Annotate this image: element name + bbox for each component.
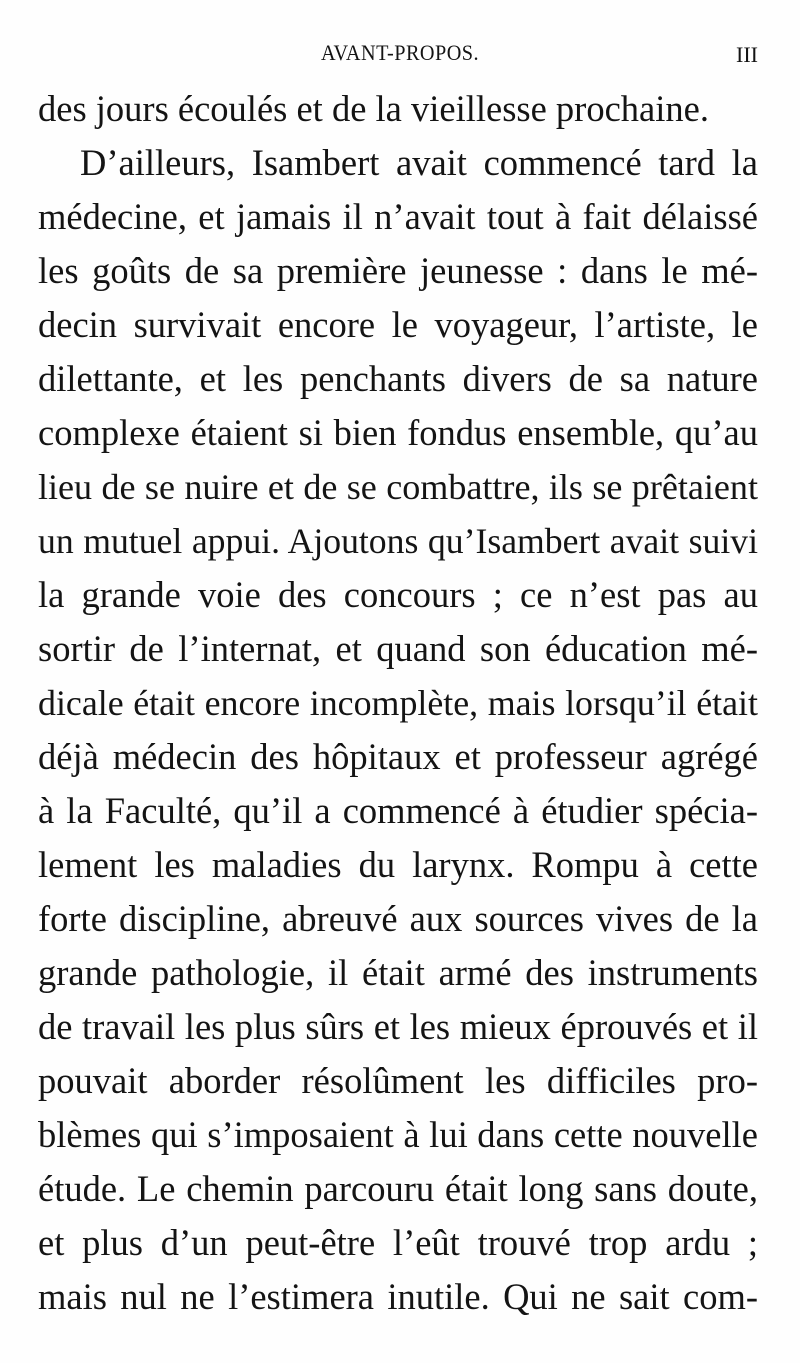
text-line: dicale était encore incomplète, mais lorsqu’il était	[38, 683, 758, 723]
text-line: de travail les plus sûrs et les mieux éprouvés et il	[38, 1006, 758, 1047]
text-line: decin survivait encore le voyageur, l’artiste, le	[38, 304, 758, 345]
text-line: la grande voie des concours ; ce n’est pas au	[38, 574, 758, 615]
text-line: étude. Le chemin parcouru était long sans doute,	[38, 1168, 758, 1209]
text-line: complexe étaient si bien fondus ensemble, qu’au	[38, 412, 758, 453]
body-text	[38, 82, 758, 1324]
text-line: sortir de l’internat, et quand son éducation mé-	[38, 628, 758, 669]
text-line: médecine, et jamais il n’avait tout à fait délaissé	[38, 196, 758, 237]
text-line: blèmes qui s’imposaient à lui dans cette nouvelle	[38, 1114, 758, 1155]
text-line: D’ailleurs, Isambert avait commencé tard la	[80, 142, 758, 183]
text-line: forte discipline, abreuvé aux sources vives de la	[38, 898, 758, 939]
running-title: AVANT-PROPOS.	[320, 40, 480, 65]
text-line: pouvait aborder résolûment les difficiles pro-	[38, 1060, 758, 1101]
text-line: lieu de se nuire et de se combattre, ils se prêtaient	[38, 467, 758, 507]
text-line: et plus d’un peut-être l’eût trouvé trop ardu ;	[38, 1222, 758, 1263]
text-line: grande pathologie, il était armé des instruments	[38, 952, 758, 993]
running-head	[0, 38, 800, 68]
text-line: lement les maladies du larynx. Rompu à cette	[38, 844, 758, 885]
text-line: déjà médecin des hôpitaux et professeur agrégé	[38, 736, 758, 777]
text-line: les goûts de sa première jeunesse : dans le mé-	[38, 250, 758, 291]
text-line: des jours écoulés et de la vieillesse prochaine.	[38, 88, 709, 129]
text-line: dilettante, et les penchants divers de sa nature	[38, 358, 758, 399]
text-line: à la Faculté, qu’il a commencé à étudier spécia-	[38, 790, 758, 831]
text-line: un mutuel appui. Ajoutons qu’Isambert avait suivi	[38, 521, 758, 561]
page-number: III	[736, 42, 758, 67]
text-line: mais nul ne l’estimera inutile. Qui ne sait com-	[38, 1276, 758, 1317]
